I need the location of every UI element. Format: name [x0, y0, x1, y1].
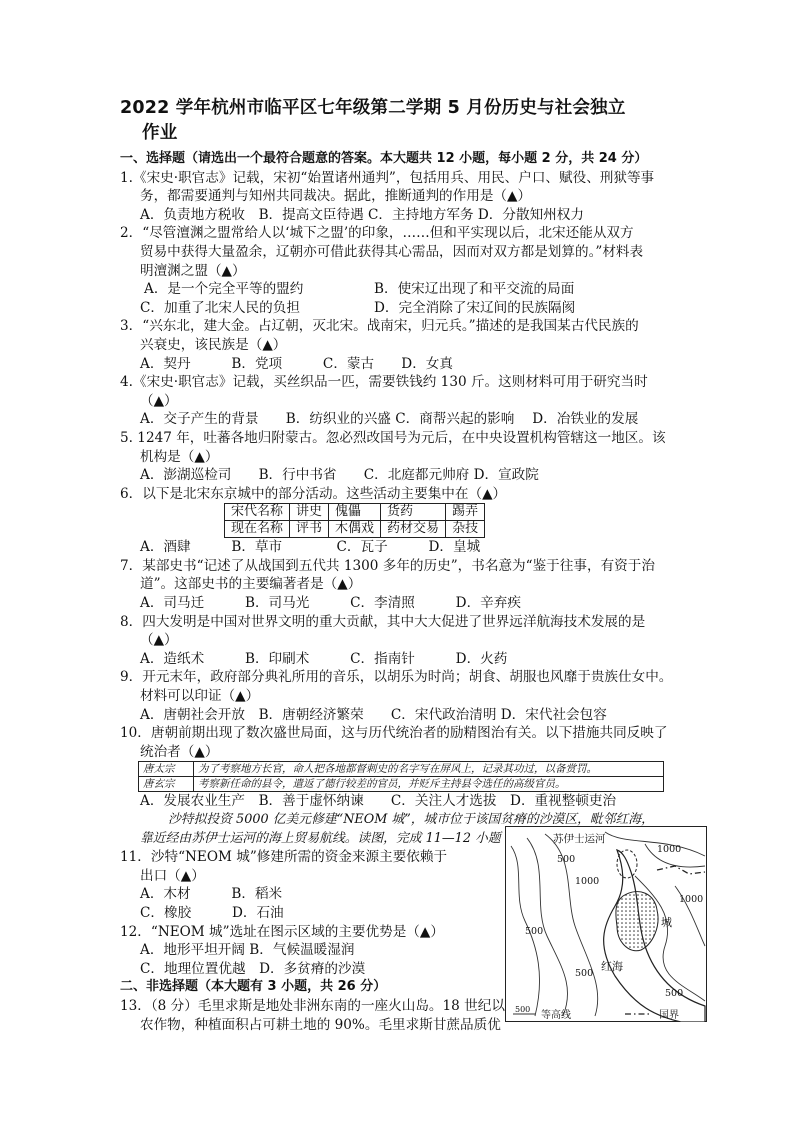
q8-line-1: 8．四大发明是中国对世界文明的重大贡献，其中大大促进了世界远洋航海技术发展的是: [120, 613, 646, 630]
map-contour-label: 500: [557, 854, 576, 865]
table-cell: 踢弄: [446, 504, 485, 521]
table-cell: 考察新任命的县令，遣返了德行较差的官员，并贬斥主持县令选任的高级官员。: [194, 777, 664, 792]
q3-line-2: 兴衰史，该民族是（▲）: [140, 336, 287, 353]
q7-options: A．司马迁 B．司马光 C．李清照 D．辛弃疾: [140, 595, 521, 612]
map-contour-label: 1000: [679, 894, 704, 905]
table-cell: 货药: [381, 504, 446, 521]
question-4: [120, 373, 680, 429]
map-contour-label: 500: [575, 968, 594, 979]
map-contour-label: 1000: [575, 876, 600, 887]
q5-line-1: 5. 1247 年，吐蕃各地归附蒙古。忽必烈改国号为元后，在中央设置机构管辖这一地区。该: [120, 429, 666, 446]
q12-options-cd: C．地理位置优越 D．多贫瘠的沙漠: [140, 960, 366, 977]
table-cell: 木偶戏: [329, 521, 381, 538]
table-cell: 宋代名称: [225, 504, 290, 521]
q12-options-ab: A．地形平坦开阔 B．气候温暖湿润: [140, 942, 355, 959]
neom-map: [505, 826, 707, 1022]
q6-activity-table: [224, 503, 485, 538]
section2-header: 二、非选择题（本大题有 3 小题，共 26 分）: [120, 979, 387, 995]
table-cell: 现在名称: [225, 521, 290, 538]
q13-line-2: 农作物，种植面积占可耕土地的 90%。毛里求斯甘蔗品质优: [140, 1016, 501, 1033]
map-legend-contour: 等高线: [541, 1010, 571, 1021]
q2-option-a: A．是一个完全平等的盟约: [144, 281, 304, 298]
table-row: [139, 777, 664, 792]
map-contour-label: 1000: [657, 844, 682, 855]
q10-options: A．发展农业生产 B．善于虚怀纳谏 C．关注人才选拔 D．重视整顿吏治: [140, 793, 617, 810]
question-8: [120, 613, 680, 669]
q2-options-ab: [120, 280, 680, 299]
q1-line-2: 务，都需要通判与知州共同裁决。据此，推断通判的作用是（▲）: [140, 188, 532, 205]
q4-line-2: （▲）: [140, 392, 178, 409]
q7-line-2: 道”。这部史书的主要编著者是（▲）: [140, 576, 362, 593]
q8-options: A．造纸术 B．印刷术 C．指南针 D．火药: [140, 650, 508, 667]
map-city-label: 城: [661, 916, 672, 929]
q2-options-cd: [120, 299, 680, 318]
table-cell: 唐玄宗: [139, 777, 194, 792]
q1-options: A．负责地方税收 B．提高文臣待遇 C．主持地方军务 D．分散知州权力: [140, 206, 584, 223]
map-legend-border: 国界: [659, 1010, 679, 1021]
q6-options: A．酒肆 B．草市 C．瓦子 D．皇城: [140, 539, 481, 556]
q10-line-1: 10．唐朝前期出现了数次盛世局面，这与历代统治者的励精图治有关。以下措施共同反映了: [120, 725, 668, 742]
table-cell: 讲史: [290, 504, 329, 521]
table-row: [225, 521, 485, 538]
q9-line-2: 材料可以印证（▲）: [140, 688, 260, 705]
q3-options: A．契丹 B．党项 C．蒙古 D．女真: [140, 355, 453, 372]
question-1: [120, 169, 680, 225]
q2-option-c: C．加重了北宋人民的负担: [140, 299, 300, 316]
q11-options-cd: C．橡胶 D．石油: [140, 904, 284, 921]
q5-options: A．澎湖巡检司 B．行中书省 C．北庭都元帅府 D．宣政院: [140, 467, 539, 484]
question-3: [120, 317, 680, 373]
question-5: [120, 429, 680, 485]
table-cell: 杂技: [446, 521, 485, 538]
table-cell: 傀儡: [329, 504, 381, 521]
question-10: [120, 724, 680, 811]
q2-option-d: D．完全消除了宋辽间的民族隔阂: [374, 299, 576, 316]
q10-measures-table: [138, 761, 664, 792]
q4-options: A．交子产生的背景 B．纺织业的兴盛 C．商帮兴起的影响 D．冶铁业的发展: [140, 411, 639, 428]
q1-line-1: 1.《宋史·职官志》记载，宋初“始置诸州通判”，包括用兵、用民、户口、赋役、刑狱等事: [120, 169, 655, 186]
q13-line-1: 13．（8 分）毛里求斯是地处非洲东南的一座火山岛。18 世纪以: [120, 997, 505, 1014]
q5-line-2: 机构是（▲）: [140, 448, 219, 465]
title-line-2: 作业: [142, 123, 178, 143]
q10-line-2: 统治者（▲）: [140, 743, 219, 760]
q4-line-1: 4.《宋史·职官志》记载，买丝织品一匹，需要铁钱约 130 斤。这则材料可用于研究当时: [120, 374, 648, 391]
passage-line-2: 靠近经由苏伊士运河的海上贸易航线。读图，完成 11—12 小题: [140, 830, 501, 846]
q7-line-1: 7．某部史书“记述了从战国到五代共 1300 多年的历史”，书名意为“鉴于往事，有资于治: [120, 557, 655, 574]
q9-line-1: 9．开元末年，政府部分典礼所用的音乐，以胡乐为时尚；胡食、胡服也风靡于贵族仕女中。: [120, 669, 673, 686]
section1-header: 一、选择题（请选出一个最符合题意的答案。本大题共 12 小题，每小题 2 分，共 24 分）: [120, 151, 648, 166]
q11-line-1: 11．沙特“NEOM 城”修建所需的资金来源主要依赖于: [120, 849, 448, 866]
map-canal-label: 苏伊士运河: [553, 833, 606, 845]
q12-line-1: 12．“NEOM 城”选址在图示区域的主要优势是（▲）: [120, 923, 444, 940]
q2-line-1: 2．“尽管澶渊之盟常给人以‘城下之盟’的印象，……但和平实现以后，北宋还能从双方: [120, 225, 634, 242]
q2-option-b: B．使宋辽出现了和平交流的局面: [374, 281, 575, 298]
q11-line-2: 出口（▲）: [140, 867, 205, 884]
q6-line-1: 6．以下是北宋东京城中的部分活动。这些活动主要集中在（▲）: [120, 485, 507, 502]
q2-line-2: 贸易中获得大量盈余，辽朝亦可借此获得其心需品，因而对双方都是划算的。”材料表: [140, 243, 644, 260]
title-line-1: 2022 学年杭州市临平区七年级第二学期 5 月份历史与社会独立: [120, 98, 626, 118]
map-contour-label: 500: [525, 926, 544, 937]
q2-line-3: 明澶渊之盟（▲）: [140, 262, 246, 279]
page-title: [120, 96, 680, 146]
table-cell: 唐太宗: [139, 762, 194, 777]
table-cell: 药材交易: [381, 521, 446, 538]
map-sea-label: 红海: [601, 960, 623, 973]
q9-options: A．唐朝社会开放 B．唐朝经济繁荣 C．宋代政治清明 D．宋代社会包容: [140, 706, 607, 723]
q11-options-ab: A．木材 B．稻米: [140, 886, 283, 903]
question-9: [120, 668, 680, 724]
question-7: [120, 557, 680, 613]
map-contour-label: 500: [665, 988, 684, 999]
table-cell: 评书: [290, 521, 329, 538]
table-row: [139, 762, 664, 777]
question-2: [120, 224, 680, 317]
table-row: [225, 504, 485, 521]
question-6: [120, 485, 680, 557]
passage-line-1: 沙特拟投资 5000 亿美元修建“NEOM 城”，城市位于该国贫瘠的沙漠区，毗邻红海，: [168, 812, 654, 827]
q8-line-2: （▲）: [140, 632, 178, 649]
map-legend-contour-value: 500: [515, 1005, 531, 1014]
q3-line-1: 3．“兴东北，建大金。占辽朝，灭北宋。战南宋，归元兵。”描述的是我国某古代民族的: [120, 318, 639, 335]
table-cell: 为了考察地方长官，命人把各地都督刺史的名字写在屏风上，记录其功过，以备赏罚。: [194, 762, 664, 777]
